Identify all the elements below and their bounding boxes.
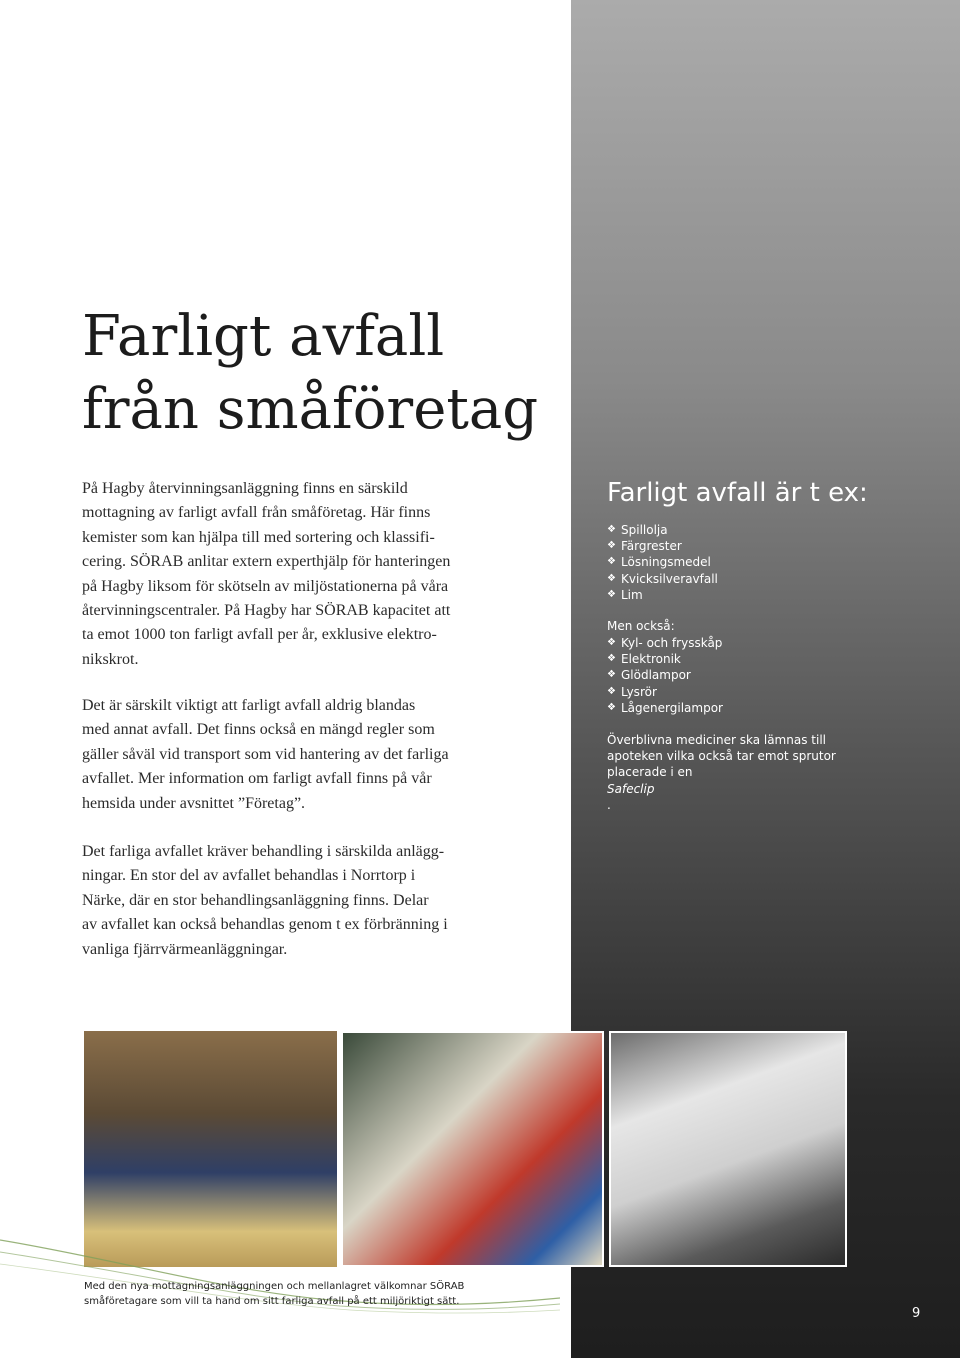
title-line: från småföretag: [82, 377, 539, 442]
list-item-label: Lågenergilampor: [621, 700, 723, 715]
also-label: Men också:: [607, 619, 675, 633]
diamond-bullet-icon: ❖: [607, 653, 616, 665]
note-line: [607, 764, 927, 813]
list-item: [607, 571, 927, 587]
list-item: [607, 538, 927, 554]
list-item-label: Färgrester: [621, 539, 682, 554]
text-line: kemister som kan hjälpa till med sortering och klassifi-: [82, 528, 435, 546]
diamond-bullet-icon: ❖: [607, 588, 616, 600]
diamond-bullet-icon: ❖: [607, 637, 616, 648]
note-line: Överblivna mediciner ska lämnas till: [607, 733, 826, 747]
list-item-label: Glödlampor: [621, 668, 691, 683]
caption-line: småföretagare som vill ta hand om sitt farliga avfall på ett miljöriktigt sätt.: [84, 1296, 460, 1307]
list-item: [607, 635, 927, 651]
text-line: återvinningscentraler. På Hagby har SÖRAB kapacitet att: [82, 602, 451, 620]
list-item: [607, 684, 927, 700]
list-item: [607, 667, 927, 683]
list-item-label: Lösningsmedel: [621, 555, 711, 570]
page-title: [82, 300, 552, 446]
list-item: [607, 522, 927, 538]
safeclip-term: Safeclip: [607, 781, 655, 796]
paragraph-treatment: [82, 840, 482, 962]
text-line: Det är särskilt viktigt att farligt avfall aldrig blandas: [82, 697, 416, 714]
text-line: Närke, där en stor behandlingsanläggning finns. Delar: [82, 891, 429, 909]
photo-caption: [84, 1279, 524, 1309]
list-item-label: Elektronik: [621, 652, 681, 667]
paragraph-intro: [82, 477, 482, 672]
medicine-note: [607, 732, 927, 813]
list-item-label: Kvicksilveravfall: [621, 571, 718, 586]
text-line: av avfallet kan också behandlas genom t ex förbränning i: [82, 916, 448, 934]
text-line: Det farliga avfallet kräver behandling i särskilda anlägg-: [82, 843, 445, 860]
text-line: ningar. En stor del av avfallet behandlas i Norrtorp i: [82, 867, 416, 885]
list-item: [607, 554, 927, 570]
diamond-bullet-icon: ❖: [607, 572, 616, 584]
text-line: avfallet. Mer information om farligt avfall finns på vår: [82, 770, 432, 788]
list-item-label: Lysrör: [621, 684, 657, 699]
note-text: .: [607, 797, 611, 812]
text-line: gäller såväl vid transport som vid hantering av det farliga: [82, 745, 449, 763]
also-list: [607, 635, 927, 716]
text-line: nikskrot.: [82, 650, 139, 668]
list-item: [607, 700, 927, 716]
text-line: på Hagby liksom för skötseln av miljöstationerna på våra: [82, 577, 449, 595]
page-number: 9: [912, 1306, 921, 1321]
diamond-bullet-icon: ❖: [607, 701, 616, 713]
diamond-bullet-icon: ❖: [607, 685, 616, 697]
caption-line: Med den nya mottagningsanläggningen och mellanlagret välkomnar SÖRAB: [84, 1281, 465, 1292]
note-line: apoteken vilka också tar emot sprutor: [607, 749, 836, 764]
list-item-label: Lim: [621, 587, 643, 602]
text-line: mottagning av farligt avfall från småföretag. Här finns: [82, 504, 431, 522]
list-item: [607, 651, 927, 667]
text-line: med annat avfall. Det finns också en mängd regler som: [82, 721, 435, 739]
text-line: hemsida under avsnittet ”Företag”.: [82, 794, 306, 812]
diamond-bullet-icon: ❖: [607, 540, 616, 552]
photo-light-bulb: [609, 1031, 847, 1267]
hazardous-waste-list: [607, 522, 927, 603]
title-line: Farligt avfall: [82, 304, 445, 369]
paragraph-rules: [82, 694, 482, 816]
text-line: ta emot 1000 ton farligt avfall per år, exklusive elektro-: [82, 626, 437, 644]
list-item-label: Spillolja: [621, 523, 668, 537]
diamond-bullet-icon: ❖: [607, 669, 616, 681]
text-line: vanliga fjärrvärmeanläggningar.: [82, 940, 288, 958]
list-item: [607, 587, 927, 603]
text-line: På Hagby återvinningsanläggning finns en särskild: [82, 480, 408, 497]
note-text: placerade i en: [607, 765, 693, 780]
sidebar-heading: Farligt avfall är t ex:: [607, 478, 868, 508]
diamond-bullet-icon: ❖: [607, 524, 616, 535]
diamond-bullet-icon: ❖: [607, 556, 616, 568]
list-item-label: Kyl- och frysskåp: [621, 636, 723, 650]
text-line: cering. SÖRAB anlitar extern experthjälp för hanteringen: [82, 553, 451, 571]
